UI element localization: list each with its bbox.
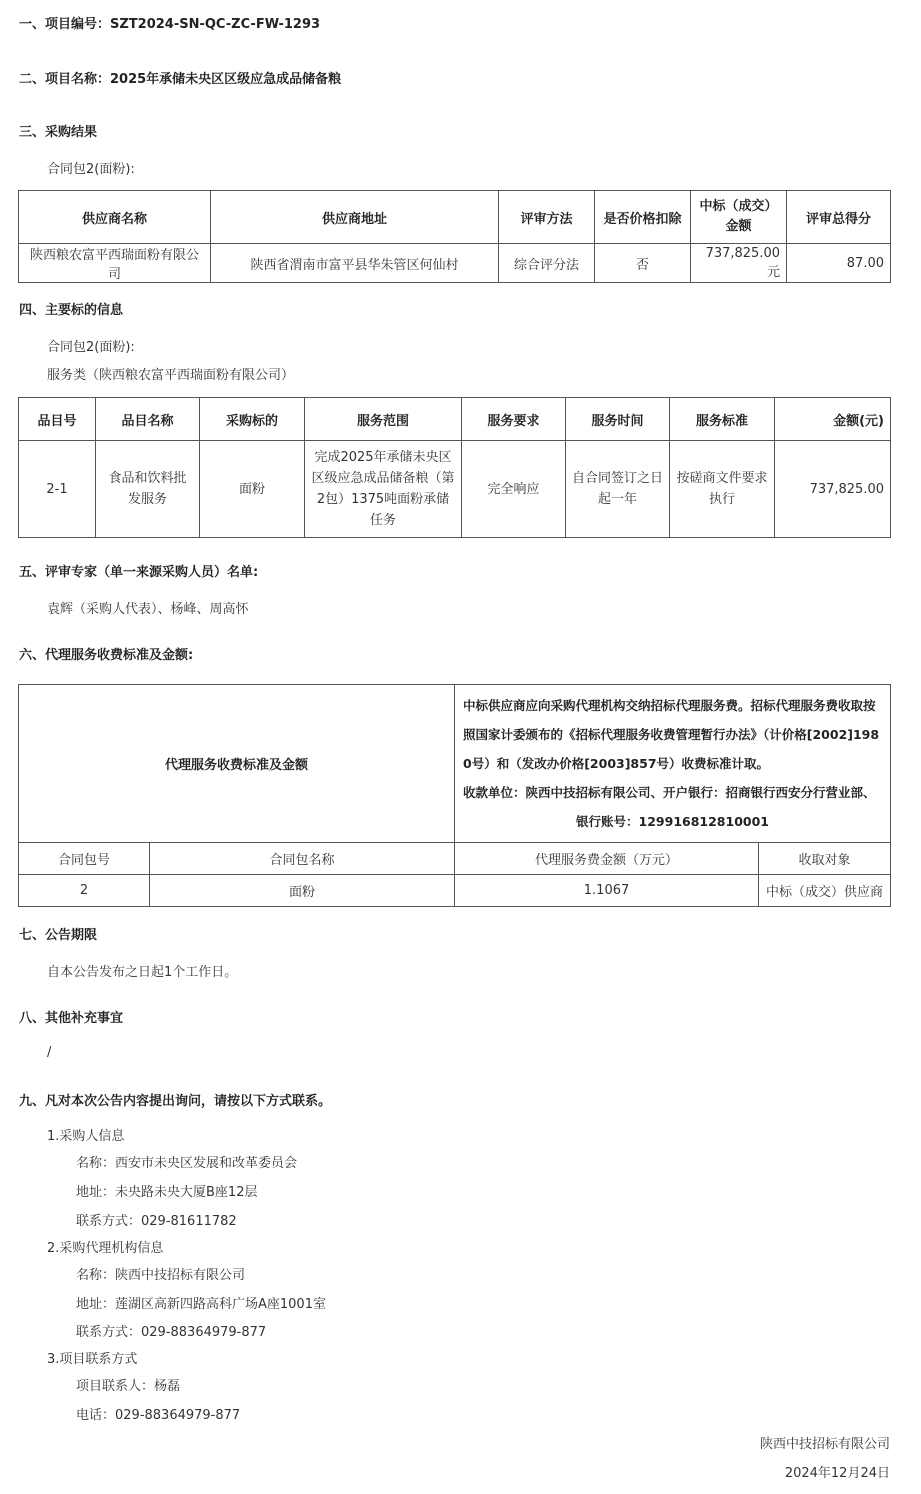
announcement-period-text: 自本公告发布之日起1个工作日。 bbox=[47, 965, 238, 980]
section-other-matters: 八、其他补充事宜 bbox=[19, 1011, 124, 1026]
table-row bbox=[19, 875, 891, 907]
section-main-subject: 四、主要标的信息 bbox=[19, 303, 124, 318]
purchaser-contact: 联系方式：029-81611782 bbox=[76, 1214, 237, 1229]
purchaser-info-heading: 1.采购人信息 bbox=[47, 1129, 125, 1144]
fee-description-line: 收款单位：陕西中技招标有限公司、开户银行：招商银行西安分行营业部、 bbox=[463, 785, 876, 800]
th-service-requirement: 服务要求 bbox=[462, 398, 566, 441]
other-matters-text: / bbox=[47, 1045, 52, 1060]
th-price-deduction: 是否价格扣除 bbox=[595, 191, 691, 244]
subject-table bbox=[18, 397, 891, 538]
section-review-experts: 五、评审专家（单一来源采购人员）名单: bbox=[19, 565, 259, 580]
th-amount: 金额(元) bbox=[775, 398, 891, 441]
section-announcement-period: 七、公告期限 bbox=[19, 928, 98, 943]
fee-description-line: 0号）和（发改办价格[2003]857号）收费标准计取。 bbox=[463, 756, 770, 771]
agency-info-heading: 2.采购代理机构信息 bbox=[47, 1241, 164, 1256]
table-header-row bbox=[19, 191, 891, 244]
th-item-name: 品目名称 bbox=[96, 398, 200, 441]
cell-supplier-address: 陕西省渭南市富平县华朱管区何仙村 bbox=[211, 244, 499, 283]
th-supplier-address: 供应商地址 bbox=[211, 191, 499, 244]
table-row bbox=[19, 441, 891, 538]
fee-standard-description bbox=[455, 685, 891, 843]
th-package-name: 合同包名称 bbox=[150, 843, 455, 875]
cell-service-scope: 完成2025年承储未央区区级应急成品储备粮（第2包）1375吨面粉承储任务 bbox=[305, 441, 462, 538]
result-table bbox=[18, 190, 891, 283]
agency-fee-table bbox=[18, 684, 891, 907]
contract-package-label: 合同包2(面粉): bbox=[47, 162, 135, 177]
agency-name: 名称：陕西中技招标有限公司 bbox=[76, 1268, 246, 1283]
cell-charge-object: 中标（成交）供应商 bbox=[759, 875, 891, 907]
footer-date: 2024年12月24日 bbox=[784, 1466, 890, 1481]
section-procurement-result: 三、采购结果 bbox=[19, 125, 98, 140]
purchaser-address: 地址：未央路未央大厦B座12层 bbox=[76, 1185, 258, 1200]
agency-address: 地址：莲湖区高新四路高科广场A座1001室 bbox=[76, 1297, 326, 1312]
purchaser-name: 名称：西安市未央区发展和改革委员会 bbox=[76, 1156, 298, 1171]
th-package-number: 合同包号 bbox=[19, 843, 150, 875]
project-contact-heading: 3.项目联系方式 bbox=[47, 1352, 138, 1367]
project-contact-person: 项目联系人：杨磊 bbox=[76, 1379, 181, 1394]
cell-package-name: 面粉 bbox=[150, 875, 455, 907]
table-header-row bbox=[19, 398, 891, 441]
section-contact: 九、凡对本次公告内容提出询问，请按以下方式联系。 bbox=[19, 1094, 332, 1109]
cell-amount: 737,825.00 bbox=[775, 441, 891, 538]
cell-total-score: 87.00 bbox=[787, 244, 891, 283]
fee-description-line: 中标供应商应向采购代理机构交纳招标代理服务费。招标代理服务费收取按 bbox=[463, 698, 876, 713]
fee-standard-label: 代理服务收费标准及金额 bbox=[19, 685, 455, 843]
cell-item-number: 2-1 bbox=[19, 441, 96, 538]
cell-service-requirement: 完全响应 bbox=[462, 441, 566, 538]
cell-supplier-name: 陕西粮农富平西瑞面粉有限公司 bbox=[19, 244, 211, 283]
fee-description-line: 照国家计委颁布的《招标代理服务收费管理暂行办法》（计价格[2002]198 bbox=[463, 727, 880, 742]
cell-subject: 面粉 bbox=[200, 441, 305, 538]
cell-winning-amount: 737,825.00元 bbox=[691, 244, 787, 283]
th-service-standard: 服务标准 bbox=[670, 398, 775, 441]
section-project-number: 一、项目编号：SZT2024-SN-QC-ZC-FW-1293 bbox=[19, 17, 321, 32]
th-total-score: 评审总得分 bbox=[787, 191, 891, 244]
th-service-scope: 服务范围 bbox=[305, 398, 462, 441]
table-row bbox=[19, 244, 891, 283]
fee-description-line: 银行账号：129916812810001 bbox=[576, 814, 769, 829]
cell-review-method: 综合评分法 bbox=[499, 244, 595, 283]
contract-package-label: 合同包2(面粉): bbox=[47, 340, 135, 355]
th-item-number: 品目号 bbox=[19, 398, 96, 441]
cell-service-time: 自合同签订之日起一年 bbox=[566, 441, 670, 538]
th-review-method: 评审方法 bbox=[499, 191, 595, 244]
fee-standard-row bbox=[19, 685, 891, 843]
th-service-time: 服务时间 bbox=[566, 398, 670, 441]
th-subject: 采购标的 bbox=[200, 398, 305, 441]
project-contact-phone: 电话：029-88364979-877 bbox=[76, 1408, 241, 1423]
cell-item-name: 食品和饮料批发服务 bbox=[96, 441, 200, 538]
cell-fee-amount: 1.1067 bbox=[455, 875, 759, 907]
cell-service-standard: 按磋商文件要求执行 bbox=[670, 441, 775, 538]
footer-organization: 陕西中技招标有限公司 bbox=[759, 1437, 890, 1452]
th-fee-amount: 代理服务费金额（万元） bbox=[455, 843, 759, 875]
table-header-row bbox=[19, 843, 891, 875]
cell-price-deduction: 否 bbox=[595, 244, 691, 283]
expert-list: 袁辉（采购人代表）、杨峰、周高怀 bbox=[47, 602, 249, 617]
th-supplier-name: 供应商名称 bbox=[19, 191, 211, 244]
section-agency-fee: 六、代理服务收费标准及金额: bbox=[19, 648, 194, 663]
service-type-label: 服务类（陕西粮农富平西瑞面粉有限公司） bbox=[47, 368, 295, 383]
th-winning-amount: 中标（成交）金额 bbox=[691, 191, 787, 244]
th-charge-object: 收取对象 bbox=[759, 843, 891, 875]
section-project-name: 二、项目名称：2025年承储未央区区级应急成品储备粮 bbox=[19, 72, 342, 87]
agency-contact: 联系方式：029-88364979-877 bbox=[76, 1325, 267, 1340]
cell-package-number: 2 bbox=[19, 875, 150, 907]
